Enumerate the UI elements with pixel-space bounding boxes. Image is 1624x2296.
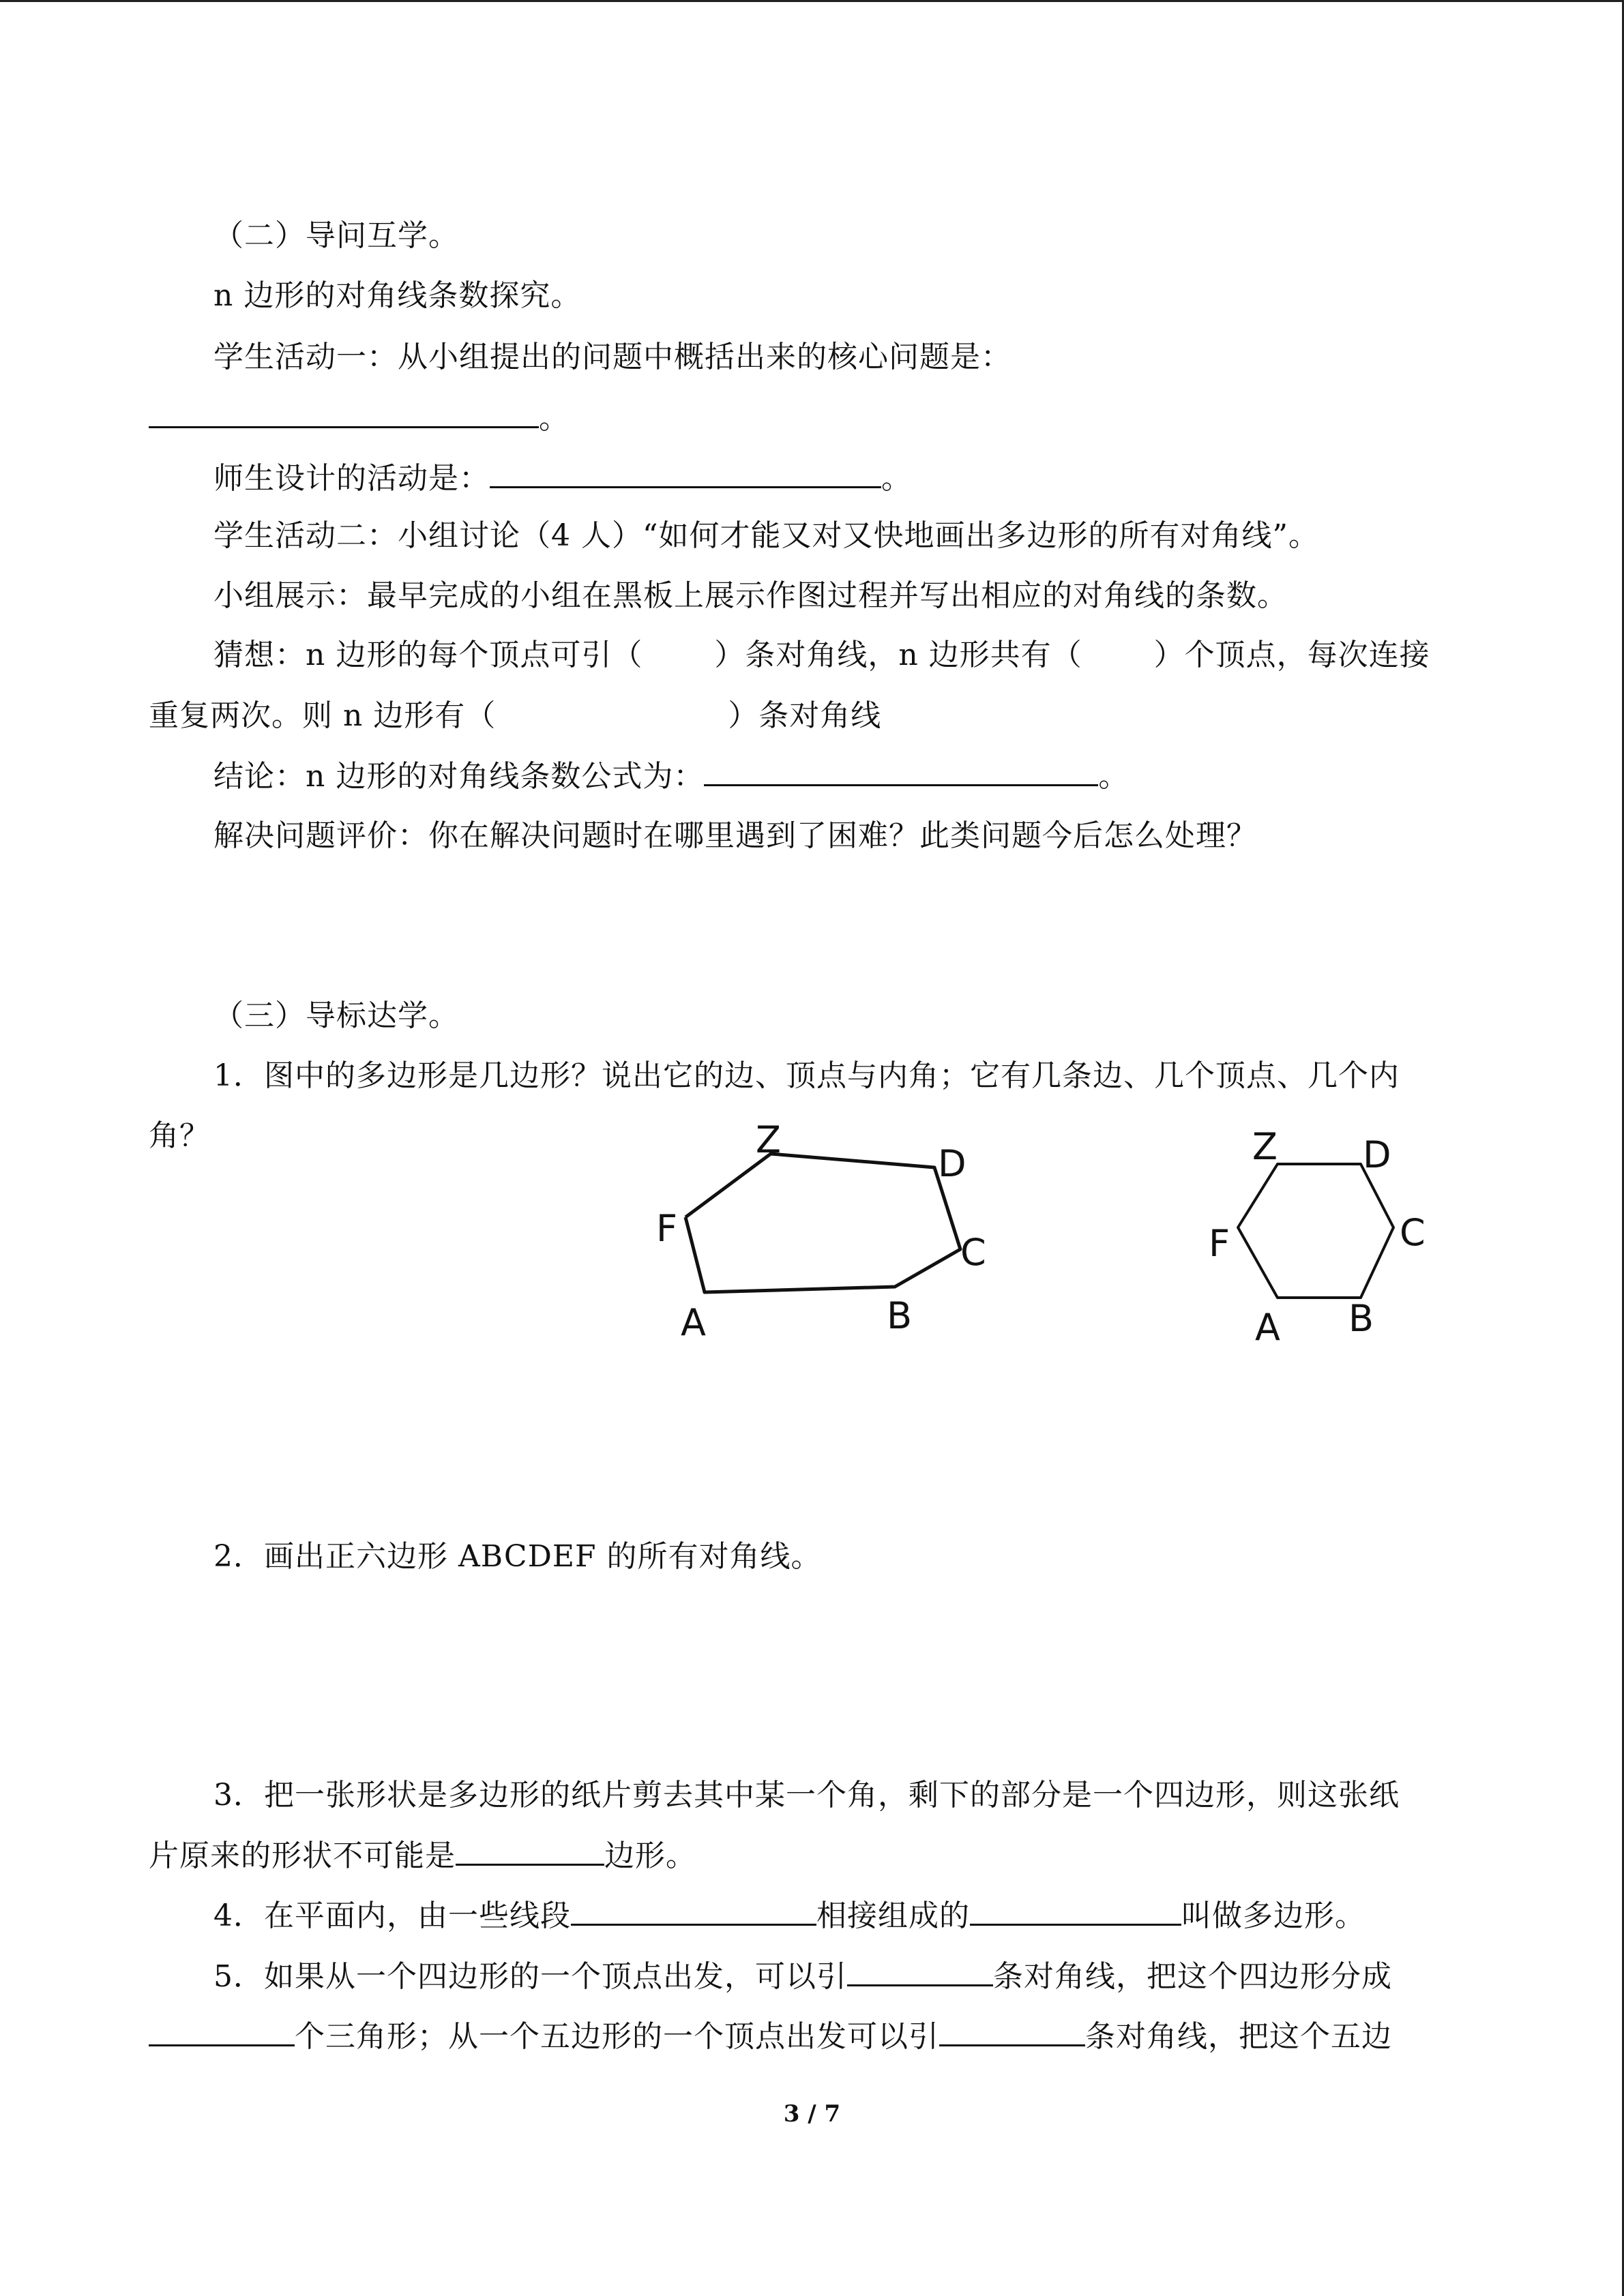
question5-blank-3[interactable] [939, 2017, 1085, 2046]
evaluation-text: 解决问题评价：你在解决问题时在哪里遇到了困难？此类问题今后怎么处理？ [213, 818, 1257, 853]
group-show-text: 小组展示：最早完成的小组在黑板上展示作图过程并写出相应的对角线的条数。 [213, 578, 1288, 613]
question3-line1: 3．把一张形状是多边形的纸片剪去其中某一个角，剩下的部分是一个四边形，则这张纸 [213, 1778, 1400, 1813]
section3-heading: （三）导标达学。 [213, 998, 459, 1033]
figure2-label-e: Z [1252, 1125, 1278, 1168]
figure2-label-d: D [1363, 1133, 1391, 1176]
question1-line1: 1．图中的多边形是几边形？说出它的边、顶点与内角；它有几条边、几个顶点、几个内 [213, 1058, 1400, 1093]
activity1-text: 学生活动一：从小组提出的问题中概括出来的核心问题是： [213, 340, 1012, 374]
figure2-label-f: F [1209, 1222, 1230, 1265]
guess-line-1: 猜想：n 边形的每个顶点可引（ ）条对角线，n 边形共有（ ）个顶点，每次连接 [213, 638, 1430, 672]
activity1-answer-line: 。 [149, 399, 570, 438]
figure1-label-b: B [887, 1294, 913, 1337]
page-number: 3 / 7 [783, 2100, 841, 2128]
guess-line-2: 重复两次。则 n 边形有（ ）条对角线 [149, 698, 882, 733]
figure1-hexagon [656, 1118, 986, 1344]
section2-heading: （二）导问互学。 [213, 218, 459, 253]
question2-text: 2．画出正六边形 ABCDEF 的所有对角线。 [213, 1539, 822, 1574]
question3-line2: 片原来的形状不可能是 边形。 [149, 1836, 696, 1875]
figure2-label-c: C [1400, 1211, 1426, 1254]
question5-blank-1[interactable] [847, 1957, 993, 1986]
figure1-label-c: C [960, 1231, 986, 1274]
figure1-label-e: Z [756, 1118, 781, 1161]
question1-line2: 角？ [149, 1118, 210, 1153]
figure1-label-d: D [938, 1142, 966, 1185]
conclusion-line: 结论：n 边形的对角线条数公式为： 。 [213, 757, 1129, 796]
figure1-label-a: A [681, 1301, 706, 1344]
question3-blank[interactable] [456, 1836, 604, 1866]
question4-blank-1[interactable] [571, 1896, 816, 1926]
design-line: 师生设计的活动是： 。 [213, 459, 912, 498]
figure2-regular-hexagon [1209, 1125, 1426, 1349]
question4-line: 4．在平面内，由一些线段 相接组成的 叫做多边形。 [213, 1896, 1365, 1935]
question4-blank-2[interactable] [970, 1896, 1181, 1926]
question5-blank-2[interactable] [149, 2017, 295, 2046]
figure2-label-a: A [1255, 1306, 1280, 1349]
question5-line1: 5．如果从一个四边形的一个顶点出发，可以引 条对角线，把这个四边形分成 [213, 1957, 1392, 1996]
activity2-text: 学生活动二：小组讨论（4 人）“如何才能又对又快地画出多边形的所有对角线”。 [213, 518, 1319, 553]
question5-line2: 个三角形；从一个五边形的一个顶点出发可以引 条对角线，把这个五边 [149, 2017, 1392, 2056]
figure2-label-b: B [1348, 1297, 1374, 1340]
section2-topic: n 边形的对角线条数探究。 [213, 278, 582, 313]
figure1-label-f: F [656, 1207, 678, 1250]
